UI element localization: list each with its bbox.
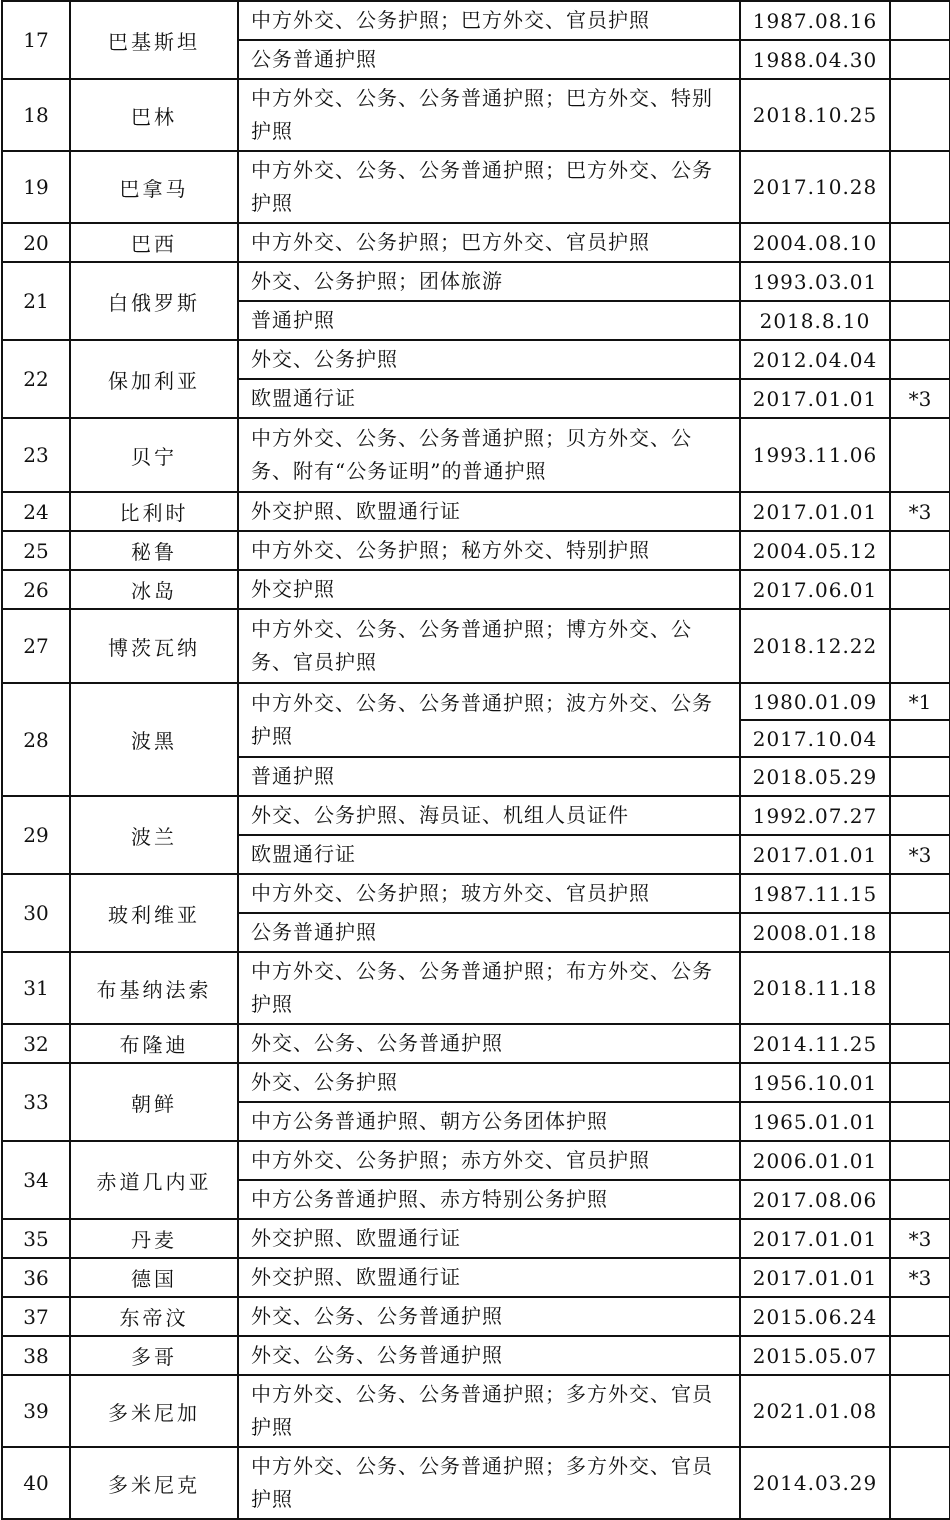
passport-types: 外交、公务、公务普通护照: [238, 1297, 740, 1336]
table-row: [2, 1, 950, 40]
effective-date: 2017.10.04: [740, 720, 890, 757]
row-number: 33: [2, 1063, 70, 1141]
country-name: 东帝汶: [70, 1297, 238, 1336]
note-mark: *3: [890, 1258, 950, 1297]
row-number: 25: [2, 531, 70, 570]
row-number: 39: [2, 1375, 70, 1447]
table-row: [2, 1258, 950, 1297]
country-name: 巴拿马: [70, 151, 238, 223]
note-mark: [890, 1024, 950, 1063]
row-number: 27: [2, 609, 70, 683]
passport-types: 中方外交、公务、公务普通护照；巴方外交、公务护照: [238, 151, 740, 223]
note-mark: [890, 609, 950, 683]
note-mark: *3: [890, 1219, 950, 1258]
row-number: 29: [2, 796, 70, 874]
note-mark: [890, 720, 950, 757]
note-mark: *3: [890, 492, 950, 531]
passport-types: 公务普通护照: [238, 40, 740, 79]
passport-types: 中方外交、公务护照；玻方外交、官员护照: [238, 874, 740, 913]
country-name: 多米尼加: [70, 1375, 238, 1447]
passport-types: 中方外交、公务、公务普通护照；巴方外交、特别护照: [238, 79, 740, 151]
passport-types: 外交、公务护照: [238, 340, 740, 379]
table-row: [2, 1447, 950, 1519]
table-row: [2, 262, 950, 301]
effective-date: 2006.01.01: [740, 1141, 890, 1180]
row-number: 20: [2, 223, 70, 262]
note-mark: [890, 1447, 950, 1519]
note-mark: [890, 79, 950, 151]
country-name: 秘鲁: [70, 531, 238, 570]
note-mark: [890, 1336, 950, 1375]
effective-date: 1965.01.01: [740, 1102, 890, 1141]
note-mark: [890, 40, 950, 79]
note-mark: [890, 1180, 950, 1219]
passport-types: 中方外交、公务、公务普通护照；博方外交、公务、官员护照: [238, 609, 740, 683]
row-number: 31: [2, 952, 70, 1024]
row-number: 38: [2, 1336, 70, 1375]
note-mark: [890, 418, 950, 492]
table-row: [2, 874, 950, 913]
effective-date: 2018.8.10: [740, 301, 890, 340]
passport-types: 中方外交、公务护照；秘方外交、特别护照: [238, 531, 740, 570]
note-mark: [890, 757, 950, 796]
table-row: [2, 609, 950, 683]
passport-types: 中方外交、公务、公务普通护照；贝方外交、公务、附有“公务证明”的普通护照: [238, 418, 740, 492]
country-name: 波黑: [70, 683, 238, 796]
effective-date: 2004.08.10: [740, 223, 890, 262]
row-number: 24: [2, 492, 70, 531]
passport-types: 外交护照、欧盟通行证: [238, 492, 740, 531]
passport-types: 外交、公务护照、海员证、机组人员证件: [238, 796, 740, 835]
effective-date: 2015.06.24: [740, 1297, 890, 1336]
note-mark: [890, 340, 950, 379]
effective-date: 1987.08.16: [740, 1, 890, 40]
table-row: [2, 1141, 950, 1180]
country-name: 比利时: [70, 492, 238, 531]
effective-date: 1993.11.06: [740, 418, 890, 492]
passport-types: 中方外交、公务、公务普通护照；多方外交、官员护照: [238, 1375, 740, 1447]
row-number: 23: [2, 418, 70, 492]
effective-date: 2018.12.22: [740, 609, 890, 683]
note-mark: [890, 874, 950, 913]
effective-date: 2004.05.12: [740, 531, 890, 570]
row-number: 26: [2, 570, 70, 609]
passport-types: 中方外交、公务护照；巴方外交、官员护照: [238, 223, 740, 262]
note-mark: *1: [890, 683, 950, 720]
row-number: 21: [2, 262, 70, 340]
table-row: [2, 340, 950, 379]
table-row: [2, 1336, 950, 1375]
passport-types: 中方外交、公务护照；赤方外交、官员护照: [238, 1141, 740, 1180]
passport-types: 中方外交、公务、公务普通护照；波方外交、公务护照: [238, 683, 740, 757]
passport-types: 中方外交、公务护照；巴方外交、官员护照: [238, 1, 740, 40]
effective-date: 1987.11.15: [740, 874, 890, 913]
country-name: 巴林: [70, 79, 238, 151]
table-row: [2, 1063, 950, 1102]
country-name: 巴基斯坦: [70, 1, 238, 79]
note-mark: [890, 570, 950, 609]
row-number: 32: [2, 1024, 70, 1063]
effective-date: 2017.06.01: [740, 570, 890, 609]
row-number: 30: [2, 874, 70, 952]
row-number: 22: [2, 340, 70, 418]
effective-date: 2021.01.08: [740, 1375, 890, 1447]
note-mark: *3: [890, 379, 950, 418]
country-name: 巴西: [70, 223, 238, 262]
effective-date: 1956.10.01: [740, 1063, 890, 1102]
passport-types: 外交、公务护照: [238, 1063, 740, 1102]
country-name: 保加利亚: [70, 340, 238, 418]
note-mark: [890, 262, 950, 301]
row-number: 34: [2, 1141, 70, 1219]
effective-date: 2018.11.18: [740, 952, 890, 1024]
effective-date: 2018.05.29: [740, 757, 890, 796]
country-name: 博茨瓦纳: [70, 609, 238, 683]
effective-date: 1980.01.09: [740, 683, 890, 720]
note-mark: [890, 1, 950, 40]
table-row: [2, 796, 950, 835]
effective-date: 2017.01.01: [740, 492, 890, 531]
row-number: 28: [2, 683, 70, 796]
passport-types: 外交、公务护照；团体旅游: [238, 262, 740, 301]
passport-types: 外交护照: [238, 570, 740, 609]
country-name: 波兰: [70, 796, 238, 874]
country-name: 贝宁: [70, 418, 238, 492]
passport-types: 普通护照: [238, 757, 740, 796]
row-number: 35: [2, 1219, 70, 1258]
passport-types: 中方公务普通护照、朝方公务团体护照: [238, 1102, 740, 1141]
passport-types: 中方外交、公务、公务普通护照；布方外交、公务护照: [238, 952, 740, 1024]
table-row: [2, 1024, 950, 1063]
note-mark: [890, 1375, 950, 1447]
country-name: 白俄罗斯: [70, 262, 238, 340]
effective-date: 2017.01.01: [740, 835, 890, 874]
table-row: [2, 1297, 950, 1336]
row-number: 17: [2, 1, 70, 79]
passport-types: 公务普通护照: [238, 913, 740, 952]
effective-date: 2017.08.06: [740, 1180, 890, 1219]
passport-types: 中方外交、公务、公务普通护照；多方外交、官员护照: [238, 1447, 740, 1519]
note-mark: *3: [890, 835, 950, 874]
table-row: [2, 1219, 950, 1258]
effective-date: 2017.01.01: [740, 1219, 890, 1258]
effective-date: 2014.11.25: [740, 1024, 890, 1063]
passport-types: 外交护照、欧盟通行证: [238, 1258, 740, 1297]
table-row: [2, 570, 950, 609]
note-mark: [890, 913, 950, 952]
table-row: [2, 151, 950, 223]
passport-types: 普通护照: [238, 301, 740, 340]
passport-types: 外交、公务、公务普通护照: [238, 1024, 740, 1063]
note-mark: [890, 952, 950, 1024]
passport-types: 中方公务普通护照、赤方特别公务护照: [238, 1180, 740, 1219]
row-number: 19: [2, 151, 70, 223]
effective-date: 2012.04.04: [740, 340, 890, 379]
note-mark: [890, 1297, 950, 1336]
note-mark: [890, 223, 950, 262]
passport-types: 欧盟通行证: [238, 379, 740, 418]
passport-types: 外交护照、欧盟通行证: [238, 1219, 740, 1258]
visa-exemption-table: [1, 0, 950, 1520]
effective-date: 2017.10.28: [740, 151, 890, 223]
row-number: 37: [2, 1297, 70, 1336]
country-name: 冰岛: [70, 570, 238, 609]
country-name: 赤道几内亚: [70, 1141, 238, 1219]
effective-date: 1988.04.30: [740, 40, 890, 79]
table-row: [2, 531, 950, 570]
note-mark: [890, 1063, 950, 1102]
effective-date: 2017.01.01: [740, 1258, 890, 1297]
table-row: [2, 223, 950, 262]
note-mark: [890, 1102, 950, 1141]
effective-date: 1992.07.27: [740, 796, 890, 835]
note-mark: [890, 1141, 950, 1180]
table-row: [2, 683, 950, 720]
table-body: [2, 1, 950, 1519]
row-number: 36: [2, 1258, 70, 1297]
table-row: [2, 492, 950, 531]
country-name: 玻利维亚: [70, 874, 238, 952]
country-name: 朝鲜: [70, 1063, 238, 1141]
row-number: 18: [2, 79, 70, 151]
effective-date: 2015.05.07: [740, 1336, 890, 1375]
effective-date: 2017.01.01: [740, 379, 890, 418]
country-name: 丹麦: [70, 1219, 238, 1258]
country-name: 多哥: [70, 1336, 238, 1375]
table-row: [2, 418, 950, 492]
country-name: 布基纳法索: [70, 952, 238, 1024]
table-row: [2, 952, 950, 1024]
note-mark: [890, 531, 950, 570]
effective-date: 2008.01.18: [740, 913, 890, 952]
note-mark: [890, 151, 950, 223]
effective-date: 1993.03.01: [740, 262, 890, 301]
table-row: [2, 1375, 950, 1447]
passport-types: 外交、公务、公务普通护照: [238, 1336, 740, 1375]
table-row: [2, 79, 950, 151]
note-mark: [890, 301, 950, 340]
effective-date: 2014.03.29: [740, 1447, 890, 1519]
passport-types: 欧盟通行证: [238, 835, 740, 874]
effective-date: 2018.10.25: [740, 79, 890, 151]
country-name: 布隆迪: [70, 1024, 238, 1063]
row-number: 40: [2, 1447, 70, 1519]
country-name: 多米尼克: [70, 1447, 238, 1519]
country-name: 德国: [70, 1258, 238, 1297]
note-mark: [890, 796, 950, 835]
